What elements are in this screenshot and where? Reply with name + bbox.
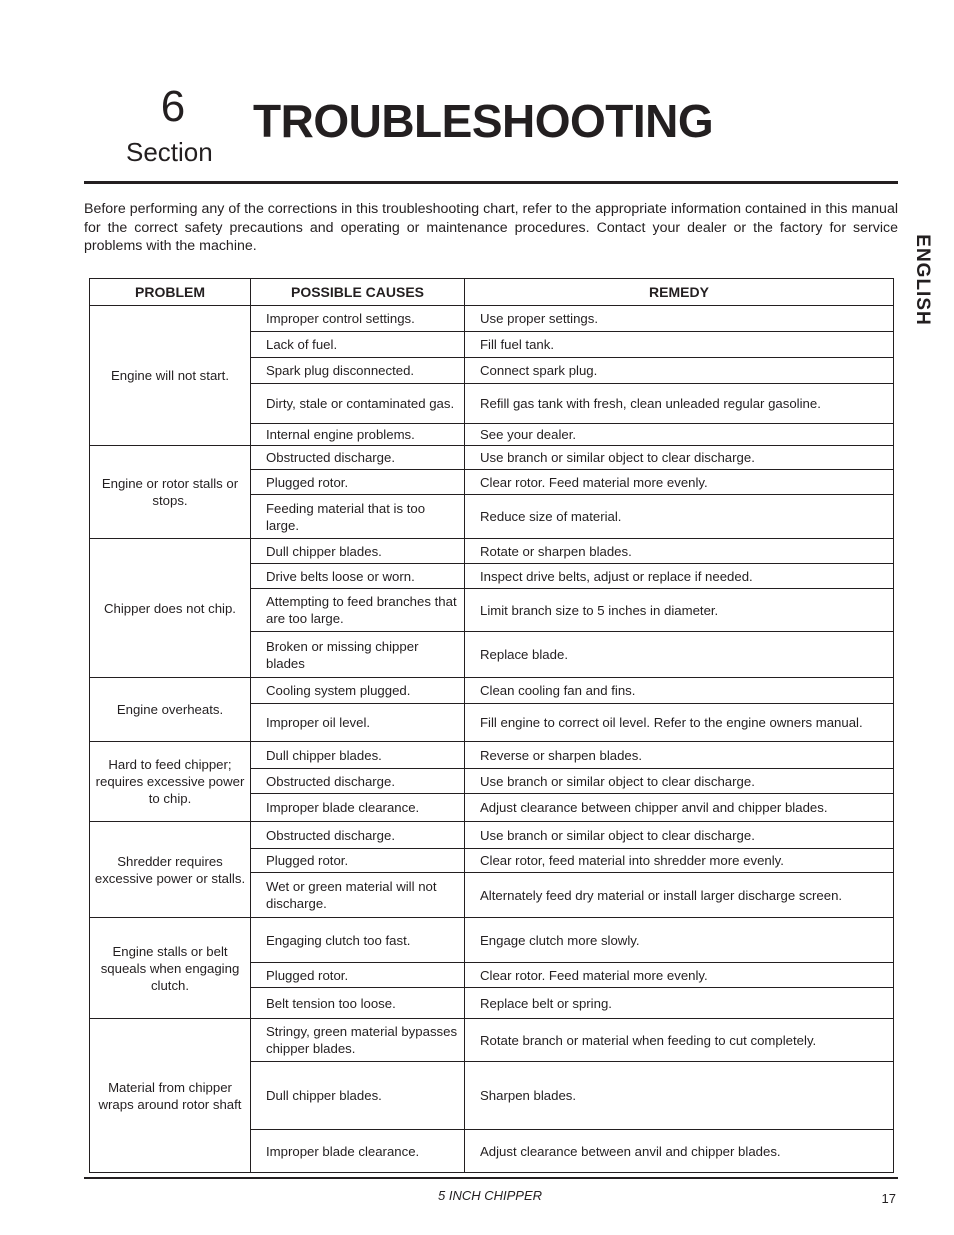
cause-cell: Improper control settings.	[251, 306, 465, 332]
language-tab	[905, 225, 939, 335]
remedy-cell: Fill engine to correct oil level. Refer to the engine owners manual.	[465, 704, 894, 742]
section-number: 6	[160, 82, 186, 131]
problem-cell: Chipper does not chip.	[90, 539, 251, 678]
remedy-cell: Fill fuel tank.	[465, 332, 894, 358]
remedy-cell: Refill gas tank with fresh, clean unleaded regular gasoline.	[465, 384, 894, 424]
cause-cell: Plugged rotor.	[251, 849, 465, 873]
header-rule	[84, 181, 898, 184]
remedy-cell: Adjust clearance between anvil and chipper blades.	[465, 1130, 894, 1173]
table-row	[90, 822, 894, 849]
cause-cell: Feeding material that is too large.	[251, 495, 465, 539]
problem-cell: Shredder requires excessive power or stalls.	[90, 822, 251, 918]
cause-cell: Stringy, green material bypasses chipper blades.	[251, 1019, 465, 1062]
table-row	[90, 678, 894, 704]
table-row	[90, 1019, 894, 1062]
header-remedy: REMEDY	[465, 279, 894, 306]
footer-title: 5 INCH CHIPPER	[437, 1188, 543, 1203]
cause-cell: Improper oil level.	[251, 704, 465, 742]
table-row	[90, 918, 894, 963]
cause-cell: Internal engine problems.	[251, 424, 465, 446]
remedy-cell: Clean cooling fan and fins.	[465, 678, 894, 704]
table-row	[90, 742, 894, 769]
cause-cell: Improper blade clearance.	[251, 1130, 465, 1173]
remedy-cell: Adjust clearance between chipper anvil and chipper blades.	[465, 794, 894, 822]
intro-paragraph: Before performing any of the corrections in this troubleshooting chart, refer to the appropriate information contained in this manual for the correct safety precautions and operating or maintenance procedures. Contact your dealer or the factory for service problems with the machine.	[84, 201, 898, 254]
cause-cell: Obstructed discharge.	[251, 769, 465, 794]
cause-cell: Engaging clutch too fast.	[251, 918, 465, 963]
header-problem: PROBLEM	[90, 279, 251, 306]
remedy-cell: Sharpen blades.	[465, 1062, 894, 1130]
cause-cell: Plugged rotor.	[251, 963, 465, 988]
remedy-cell: Reverse or sharpen blades.	[465, 742, 894, 769]
footer-rule	[84, 1177, 898, 1179]
remedy-cell: Use branch or similar object to clear discharge.	[465, 822, 894, 849]
table-row	[90, 446, 894, 470]
problem-cell: Engine or rotor stalls or stops.	[90, 446, 251, 539]
table-row	[90, 539, 894, 564]
cause-cell: Obstructed discharge.	[251, 822, 465, 849]
troubleshooting-table	[89, 278, 894, 1173]
problem-cell: Material from chipper wraps around rotor shaft	[90, 1019, 251, 1173]
problem-cell: Engine will not start.	[90, 306, 251, 446]
page-title: TROUBLESHOOTING	[253, 95, 714, 147]
remedy-cell: Use branch or similar object to clear discharge.	[465, 446, 894, 470]
page-number: 17	[881, 1191, 896, 1206]
remedy-cell: Clear rotor, feed material into shredder more evenly.	[465, 849, 894, 873]
language-tab-label: ENGLISH	[912, 234, 933, 326]
remedy-cell: Reduce size of material.	[465, 495, 894, 539]
remedy-cell: Use branch or similar object to clear discharge.	[465, 769, 894, 794]
table-row	[90, 306, 894, 332]
remedy-cell: Rotate branch or material when feeding to cut completely.	[465, 1019, 894, 1062]
remedy-cell: Use proper settings.	[465, 306, 894, 332]
section-word: Section	[126, 137, 213, 167]
problem-cell: Engine overheats.	[90, 678, 251, 742]
remedy-cell: Clear rotor. Feed material more evenly.	[465, 963, 894, 988]
remedy-cell: Limit branch size to 5 inches in diameter.	[465, 589, 894, 632]
problem-cell: Engine stalls or belt squeals when engaging clutch.	[90, 918, 251, 1019]
remedy-cell: Rotate or sharpen blades.	[465, 539, 894, 564]
cause-cell: Improper blade clearance.	[251, 794, 465, 822]
cause-cell: Cooling system plugged.	[251, 678, 465, 704]
cause-cell: Wet or green material will not discharge.	[251, 873, 465, 918]
remedy-cell: Replace blade.	[465, 632, 894, 678]
cause-cell: Plugged rotor.	[251, 470, 465, 495]
header-possible-causes: POSSIBLE CAUSES	[251, 279, 465, 306]
cause-cell: Attempting to feed branches that are too large.	[251, 589, 465, 632]
cause-cell: Dull chipper blades.	[251, 1062, 465, 1130]
cause-cell: Belt tension too loose.	[251, 988, 465, 1019]
table-header-row	[90, 279, 894, 306]
cause-cell: Drive belts loose or worn.	[251, 564, 465, 589]
cause-cell: Spark plug disconnected.	[251, 358, 465, 384]
remedy-cell: Engage clutch more slowly.	[465, 918, 894, 963]
remedy-cell: Connect spark plug.	[465, 358, 894, 384]
cause-cell: Obstructed discharge.	[251, 446, 465, 470]
problem-cell: Hard to feed chipper; requires excessive power to chip.	[90, 742, 251, 822]
remedy-cell: See your dealer.	[465, 424, 894, 446]
cause-cell: Broken or missing chipper blades	[251, 632, 465, 678]
cause-cell: Dirty, stale or contaminated gas.	[251, 384, 465, 424]
remedy-cell: Inspect drive belts, adjust or replace if needed.	[465, 564, 894, 589]
cause-cell: Dull chipper blades.	[251, 539, 465, 564]
cause-cell: Dull chipper blades.	[251, 742, 465, 769]
remedy-cell: Clear rotor. Feed material more evenly.	[465, 470, 894, 495]
cause-cell: Lack of fuel.	[251, 332, 465, 358]
remedy-cell: Alternately feed dry material or install larger discharge screen.	[465, 873, 894, 918]
remedy-cell: Replace belt or spring.	[465, 988, 894, 1019]
